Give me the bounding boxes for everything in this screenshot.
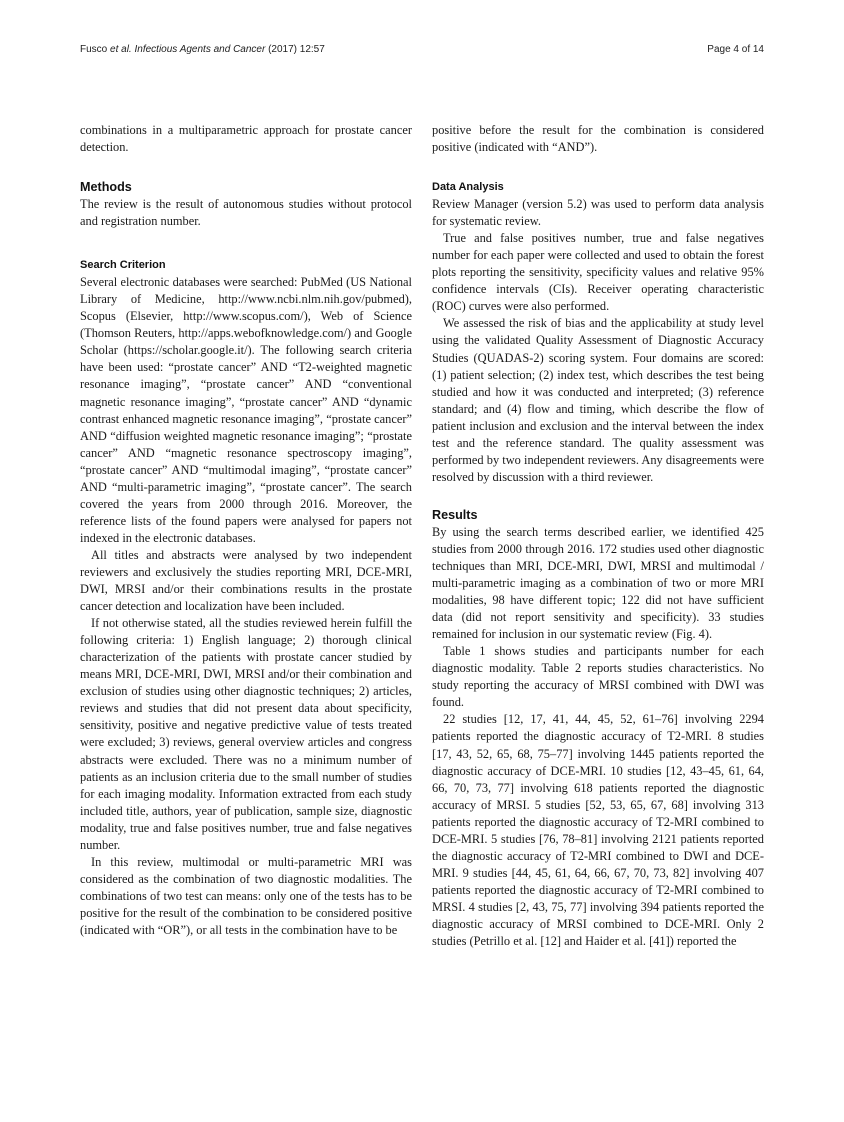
right-column	[432, 122, 764, 950]
header-citation: (2017) 12:57	[268, 44, 325, 55]
data-paragraph-2: True and false positives number, true and false negatives number for each paper were collected and used to obtain the forest plots reporting the sensitivity, specificity values and relative 95% confidence intervals (CIs). Receiver operating characteristic (ROC) curves were also performed.	[432, 231, 764, 314]
search-paragraph-4: In this review, multimodal or multi-parametric MRI was considered as the combination of two diagnostic modalities. The combinations of two test can means: only one of the tests has to be positive for the result of the combination to be considered positive (indicated with “OR”), or all tests in the combination have to be	[80, 854, 412, 937]
running-header	[80, 44, 325, 55]
search-paragraph-1: Several electronic databases were searched: PubMed (US National Library of Medicine, http://www.ncbi.nlm.nih.gov/pubmed), Scopus (Elsevier, http://www.scopus.com/), Web of Science (Thomson Reuters, http://apps.webofknowledge.com/) and Google Scholar (https://scholar.google.it/). The following search criteria have been used: “prostate cancer” AND “T2-weighted magnetic resonance imaging”, “prostate cancer” AND “conventional magnetic resonance imaging”, “prostate cancer” AND “dynamic contrast enhanced magnetic resonance imaging”, “prostate cancer” AND “diffusion weighted magnetic resonance imaging”; “prostate cancer” AND “magnetic resonance spectroscopy imaging”, “prostate cancer” AND “multimodal imaging”, “prostate cancer” AND “multi-parametric imaging”, “prostate cancer”. The search covered the years from 2000 through 2016. Moreover, the reference lists of the found papers were analysed for papers not indexed in the electronic databases.	[80, 275, 412, 545]
data-analysis-heading: Data Analysis	[432, 181, 504, 194]
search-paragraph-3: If not otherwise stated, all the studies reviewed herein fulfill the following criteria: 1) English language; 2) thorough clinical characterization of the patients with prostate cancer studied by means MRI, DCE-MRI, DWI, MRSI and/or their combination and exclusion of studies using other diagnostic techniques; 2) articles, reviews and studies that did not present data about specificity, sensitivity, positive and negative predictive value of tests treated were excluded; 3) reviews, general overview articles and congress abstracts were excluded. There was no a minimum number of patients as an inclusion criteria due to the small number of studies for each imaging modality. Information extracted from each study included title, authors, year of publication, sample size, diagnostic modality, true and false positives number, true and false negatives number.	[80, 616, 412, 852]
results-heading: Results	[432, 507, 478, 522]
results-paragraph-1: By using the search terms described earlier, we identified 425 studies from 2000 through 2016. 172 studies used other diagnostic techniques than MRI, DCE-MRI, DWI, MRSI and multimodal / multi-parametric imaging as a combination of two or more MRI modalities, 98 have different topic; 122 did not have sufficient data (did not report sensitivity and specificity). 33 studies remained for inclusion in our systematic review (Fig. 4).	[432, 524, 764, 642]
search-paragraph-2: All titles and abstracts were analysed by two independent reviewers and exclusively the studies reporting MRI, DCE-MRI, DWI, MRSI and/or their combinations results in the prostate cancer detection and localization have been included.	[80, 547, 412, 614]
data-paragraph-1: Review Manager (version 5.2) was used to perform data analysis for systematic review.	[432, 197, 764, 229]
methods-heading: Methods	[80, 180, 132, 195]
results-paragraph-2: Table 1 shows studies and participants number for each diagnostic modality. Table 2 reports studies characteristics. No study reporting the accuracy of MRSI combined with DWI was found.	[432, 644, 764, 710]
continued-text: positive before the result for the combination is considered positive (indicated with “AND”).	[432, 123, 764, 155]
page-number: Page 4 of 14	[707, 44, 764, 55]
left-column	[80, 122, 412, 939]
results-paragraph-3: 22 studies [12, 17, 41, 44, 45, 52, 61–76] involving 2294 patients reported the diagnostic accuracy of T2-MRI. 8 studies [17, 43, 52, 65, 68, 75–77] involving 1445 patients reported the diagnostic accuracy of DCE-MRI. 10 studies [12, 43–45, 61, 64, 66, 70, 73, 77] involving 618 patients reported the diagnostic accuracy of MRSI. 5 studies [52, 53, 65, 67, 68] involving 313 patients reported the diagnostic accuracy of T2-MRI combined to DCE-MRI. 5 studies [76, 78–81] involving 2121 patients reported the diagnostic accuracy of T2-MRI combined to DWI and DCE-MRI. 9 studies [44, 45, 61, 64, 66, 67, 70, 73, 82] involving 407 patients reported the diagnostic accuracy of T2-MRI combined to MRSI. 4 studies [2, 43, 75, 77] involving 394 patients reported the diagnostic accuracy of MRSI combined to DCE-MRI. Only 2 studies (Petrillo et al. [12] and Haider et al. [41]) reported the	[432, 712, 764, 949]
data-paragraph-3: We assessed the risk of bias and the applicability at study level using the validated Quality Assessment of Diagnostic Accuracy Studies (QUADAS-2) scoring system. Four domains are scored: (1) patient selection; (2) index test, which describes the test being studied and how it was conducted and interpreted; (3) reference standard; and (4) flow and timing, which describe the flow of patient inclusion and exclusion and the interval between the index test and the reference standard. The quality assessment was performed by two independent reviewers. Any disagreements were resolved by discussion with a third reviewer.	[432, 316, 764, 484]
search-criterion-heading: Search Criterion	[80, 259, 166, 272]
header-journal: Infectious Agents and Cancer	[134, 44, 266, 55]
header-etal: et al.	[110, 44, 132, 55]
intro-end: combinations in a multiparametric approach for prostate cancer detection.	[80, 123, 412, 155]
methods-text: The review is the result of autonomous studies without protocol and registration number.	[80, 197, 412, 229]
header-authors: Fusco	[80, 44, 108, 55]
